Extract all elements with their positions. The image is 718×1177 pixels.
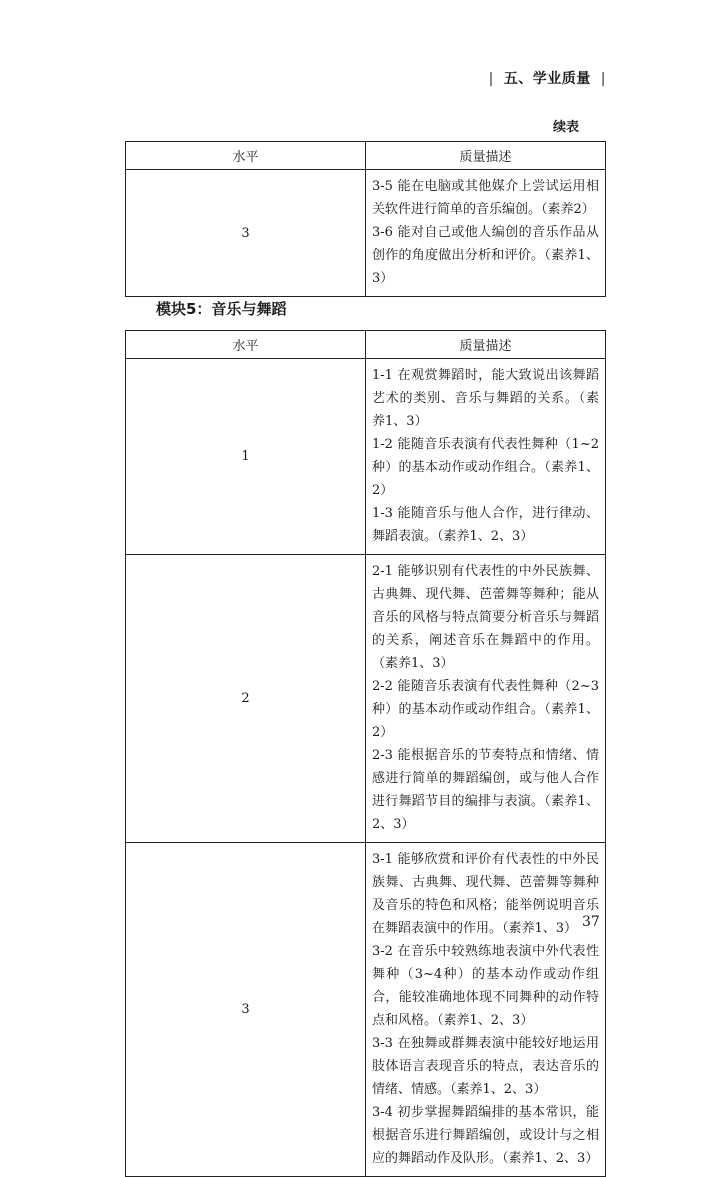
header-section-title: 五、学业质量 xyxy=(503,71,591,87)
module-title: 模块5：音乐与舞蹈 xyxy=(156,300,287,318)
quality-table-continued xyxy=(125,141,606,297)
header-left-bar: | xyxy=(488,71,494,87)
level-cell: 3 xyxy=(126,170,366,297)
description-cell xyxy=(366,843,606,1177)
table-row xyxy=(126,555,606,843)
quality-table-module5 xyxy=(125,330,606,1177)
quality-item: 2-1 能够识别有代表性的中外民族舞、古典舞、现代舞、芭蕾舞等舞种；能从音乐的风格与特点简要分析音乐与舞蹈的关系，阐述音乐在舞蹈中的作用。（素养1、3） xyxy=(372,564,599,671)
level-cell: 2 xyxy=(126,555,366,843)
quality-item: 2-2 能随音乐表演有代表性舞种（2~3种）的基本动作或动作组合。（素养1、2） xyxy=(372,679,599,740)
table-header-row xyxy=(126,331,606,359)
description-column-header: 质量描述 xyxy=(366,331,606,359)
table-row xyxy=(126,843,606,1177)
table-row xyxy=(126,170,606,297)
continued-label: 续表 xyxy=(553,120,580,135)
description-cell xyxy=(366,555,606,843)
header-right-bar: | xyxy=(600,71,606,87)
table-row xyxy=(126,359,606,555)
table-header-row xyxy=(126,142,606,170)
level-cell: 3 xyxy=(126,843,366,1177)
quality-item: 1-2 能随音乐表演有代表性舞种（1~2种）的基本动作或动作组合。（素养1、2） xyxy=(372,437,599,498)
level-column-header: 水平 xyxy=(126,142,366,170)
quality-item: 3-4 初步掌握舞蹈编排的基本常识，能根据音乐进行舞蹈编创，或设计与之相应的舞蹈动作及队形。（素养1、2、3） xyxy=(372,1105,599,1166)
quality-item: 3-3 在独舞或群舞表演中能较好地运用肢体语言表现音乐的特点，表达音乐的情绪、情感。（素养1、2、3） xyxy=(372,1036,599,1097)
description-column-header: 质量描述 xyxy=(366,142,606,170)
quality-item: 1-3 能随音乐与他人合作，进行律动、舞蹈表演。（素养1、2、3） xyxy=(372,506,599,544)
quality-item: 3-2 在音乐中较熟练地表演中外代表性舞种（3~4种）的基本动作或动作组合，能较准确地体现不同舞种的动作特点和风格。（素养1、2、3） xyxy=(372,944,599,1028)
quality-item: 2-3 能根据音乐的节奏特点和情绪、情感进行简单的舞蹈编创，或与他人合作进行舞蹈节目的编排与表演。（素养1、2、3） xyxy=(372,748,599,832)
quality-item: 3-6 能对自己或他人编创的音乐作品从创作的角度做出分析和评价。（素养1、3） xyxy=(372,225,599,286)
level-column-header: 水平 xyxy=(126,331,366,359)
running-header xyxy=(479,68,616,88)
description-cell xyxy=(366,170,606,297)
level-cell: 1 xyxy=(126,359,366,555)
quality-item: 3-5 能在电脑或其他媒介上尝试运用相关软件进行简单的音乐编创。（素养2） xyxy=(372,179,599,217)
quality-item: 1-1 在观赏舞蹈时，能大致说出该舞蹈艺术的类别、音乐与舞蹈的关系。（素养1、3） xyxy=(372,368,599,429)
quality-item: 3-1 能够欣赏和评价有代表性的中外民族舞、古典舞、现代舞、芭蕾舞等舞种及音乐的特色和风格；能举例说明音乐在舞蹈表演中的作用。（素养1、3） xyxy=(372,852,599,936)
description-cell xyxy=(366,359,606,555)
page-number: 37 xyxy=(582,914,600,930)
